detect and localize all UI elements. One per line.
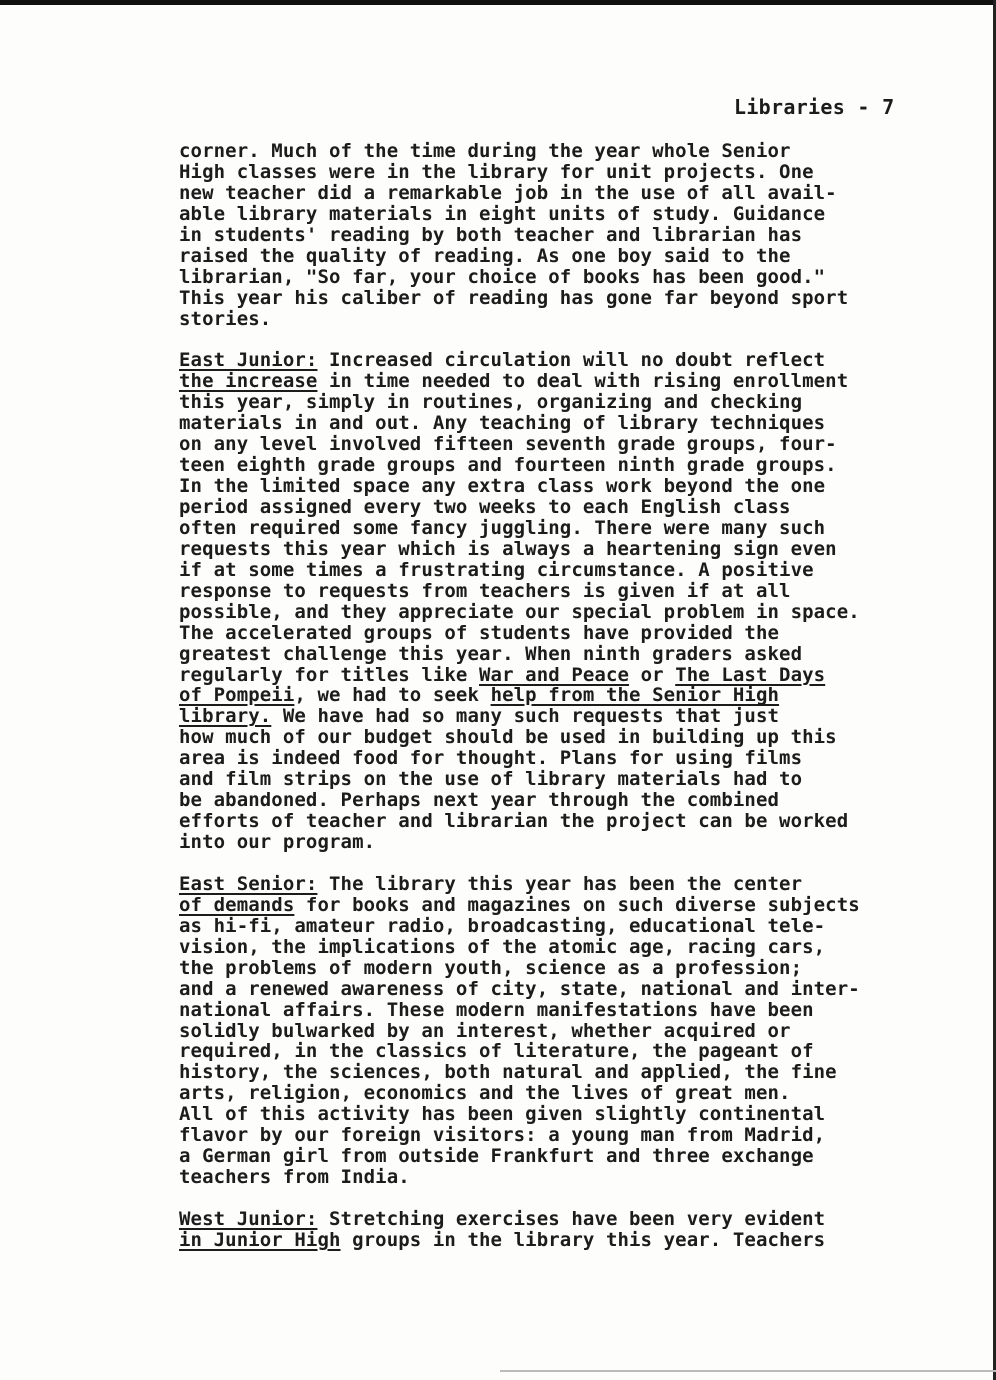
text-line — [179, 958, 959, 979]
text-run: and film strips on the use of library materials had to — [179, 768, 803, 791]
text-line — [179, 1083, 959, 1104]
text-line — [179, 246, 959, 267]
text-run: We have had so many such requests that just — [271, 705, 780, 728]
text-line — [179, 1230, 959, 1251]
text-run: Stretching exercises have been very evident — [317, 1208, 826, 1230]
text-run: a German girl from outside Frankfurt and three exchange — [179, 1145, 814, 1168]
text-line — [179, 811, 959, 832]
underlined-text: of demands — [179, 893, 295, 916]
scan-top-border — [0, 0, 996, 5]
text-run: teachers from India. — [179, 1166, 410, 1189]
underlined-text: the increase — [179, 370, 318, 393]
text-run: High classes were in the library for unit projects. One — [179, 160, 814, 183]
text-line — [179, 141, 959, 162]
text-line — [179, 706, 959, 727]
text-run: for books and magazines on such diverse subjects — [294, 893, 860, 916]
text-line — [179, 288, 959, 309]
text-run: in time needed to deal with rising enrollment — [317, 370, 849, 393]
text-run: efforts of teacher and librarian the project can be worked — [179, 810, 849, 833]
text-run: possible, and they appreciate our special problem in space. — [179, 600, 860, 623]
text-line — [179, 874, 959, 895]
text-run: groups in the library this year. Teachers — [340, 1228, 826, 1251]
text-run: history, the sciences, both natural and applied, the fine — [179, 1061, 837, 1084]
text-run: area is indeed food for thought. Plans for using films — [179, 747, 803, 770]
text-run: materials in and out. Any teaching of library techniques — [179, 412, 826, 435]
text-run: required, in the classics of literature, the pageant of — [179, 1040, 814, 1063]
text-run: vision, the implications of the atomic age, racing cars, — [179, 935, 826, 958]
text-run: in students' reading by both teacher and librarian has — [179, 223, 803, 246]
text-run: able library materials in eight units of study. Guidance — [179, 202, 826, 225]
underlined-text: West Junior: — [179, 1208, 318, 1230]
text-run: response to requests from teachers is given if at all — [179, 579, 791, 602]
text-run: , we had to seek — [294, 684, 491, 707]
text-line — [179, 455, 959, 476]
text-line — [179, 1209, 959, 1230]
text-run: into our program. — [179, 831, 376, 853]
text-line — [179, 1104, 959, 1125]
text-line — [179, 1021, 959, 1042]
text-line — [179, 623, 959, 644]
text-run: on any level involved fifteen seventh grade groups, four- — [179, 433, 837, 456]
text-run: raised the quality of reading. As one boy said to the — [179, 244, 791, 267]
text-run: The accelerated groups of students have provided the — [179, 621, 780, 644]
text-line — [179, 267, 959, 288]
text-run: the problems of modern youth, science as a profession; — [179, 956, 803, 979]
text-line — [179, 1167, 959, 1188]
text-line — [179, 1062, 959, 1083]
text-line — [179, 832, 959, 853]
text-line — [179, 769, 959, 790]
text-run: requests this year which is always a heartening sign even — [179, 537, 837, 560]
underlined-text: library. — [179, 705, 272, 728]
scan-bottom-mark — [500, 1370, 996, 1372]
text-run: stories. — [179, 307, 272, 330]
text-run: national affairs. These modern manifestations have been — [179, 998, 814, 1021]
text-line — [179, 644, 959, 665]
text-run: be abandoned. Perhaps next year through the combined — [179, 789, 780, 812]
underlined-text: War and Peace — [479, 663, 630, 686]
text-line — [179, 665, 959, 686]
underlined-text: East Senior: — [179, 872, 318, 895]
text-line — [179, 162, 959, 183]
paragraph-west-junior — [179, 1209, 959, 1251]
text-run: This year his caliber of reading has gone far beyond sport — [179, 286, 849, 309]
text-line — [179, 497, 959, 518]
text-line — [179, 748, 959, 769]
text-run: how much of our budget should be used in building up this — [179, 726, 837, 749]
underlined-text: The Last Days — [675, 663, 826, 686]
text-run: greatest challenge this year. When ninth graders asked — [179, 642, 803, 665]
text-run: The library this year has been the center — [317, 872, 803, 895]
text-run: arts, religion, economics and the lives of great men. — [179, 1082, 791, 1105]
underlined-text: of Pompeii — [179, 684, 295, 707]
text-line — [179, 518, 959, 539]
underlined-text: East Junior: — [179, 349, 318, 372]
text-run: All of this activity has been given slightly continental — [179, 1103, 826, 1126]
text-run: this year, simply in routines, organizing and checking — [179, 391, 803, 414]
text-line — [179, 1146, 959, 1167]
text-line — [179, 602, 959, 623]
text-run: and a renewed awareness of city, state, national and inter- — [179, 977, 860, 1000]
text-run: corner. Much of the time during the year whole Senior — [179, 140, 791, 162]
text-run: regularly for titles like — [179, 663, 480, 686]
page-header-label: Libraries - 7 — [734, 95, 895, 119]
text-line — [179, 204, 959, 225]
text-line — [179, 434, 959, 455]
underlined-text: in Junior High — [179, 1228, 341, 1251]
text-run: or — [629, 663, 676, 686]
text-run: Increased circulation will no doubt reflect — [317, 349, 826, 372]
text-line — [179, 413, 959, 434]
text-line — [179, 1125, 959, 1146]
text-line — [179, 350, 959, 371]
document-body — [179, 141, 959, 1251]
text-line — [179, 727, 959, 748]
text-line — [179, 371, 959, 392]
underlined-text: help from the Senior High — [490, 684, 780, 707]
text-run: often required some fancy juggling. There were many such — [179, 516, 826, 539]
text-line — [179, 1000, 959, 1021]
text-line — [179, 790, 959, 811]
text-line — [179, 937, 959, 958]
text-line — [179, 916, 959, 937]
text-line — [179, 392, 959, 413]
text-run: as hi-fi, amateur radio, broadcasting, educational tele- — [179, 914, 826, 937]
text-line — [179, 309, 959, 330]
paragraph-east-junior — [179, 350, 959, 853]
paragraph-east-senior — [179, 874, 959, 1188]
paragraph-senior-high-continuation — [179, 141, 959, 329]
text-run: teen eighth grade groups and fourteen ninth grade groups. — [179, 454, 837, 477]
text-line — [179, 581, 959, 602]
text-line — [179, 225, 959, 246]
text-line — [179, 979, 959, 1000]
text-line — [179, 539, 959, 560]
text-run: if at some times a frustrating circumstance. A positive — [179, 558, 814, 581]
text-line — [179, 685, 959, 706]
text-line — [179, 1041, 959, 1062]
text-run: flavor by our foreign visitors: a young man from Madrid, — [179, 1124, 826, 1147]
text-run: new teacher did a remarkable job in the use of all avail- — [179, 181, 837, 204]
text-line — [179, 476, 959, 497]
text-run: period assigned every two weeks to each English class — [179, 496, 791, 518]
text-line — [179, 183, 959, 204]
text-run: solidly bulwarked by an interest, whether acquired or — [179, 1019, 791, 1042]
text-line — [179, 560, 959, 581]
text-line — [179, 895, 959, 916]
text-run: In the limited space any extra class work beyond the one — [179, 475, 826, 498]
text-run: librarian, "So far, your choice of books has been good." — [179, 265, 826, 288]
